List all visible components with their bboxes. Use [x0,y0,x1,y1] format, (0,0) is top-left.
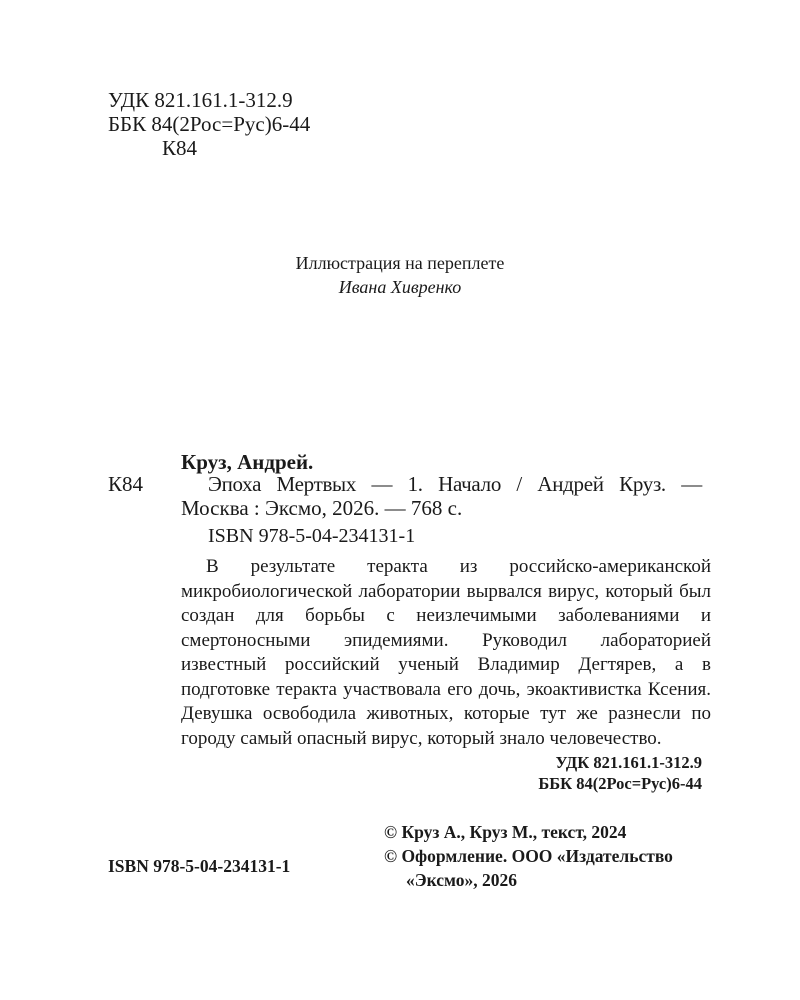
author-heading: Круз, Андрей. [181,450,314,474]
illustration-label: Иллюстрация на переплете [295,253,505,273]
annotation [181,555,711,751]
bbk-code-bottom: ББК 84(2Рос=Рус)6-44 [538,774,702,793]
isbn-bottom: ISBN 978-5-04-234131-1 [108,856,291,876]
bibliographic-title-line: Эпоха Мертвых — 1. Начало / Андрей Круз. — [208,472,702,496]
copyright-publisher: «Эксмо», 2026 [406,870,517,890]
illustrator-name: Ивана Хивренко [338,277,462,297]
classification-block-top [108,88,310,160]
bibliographic-isbn: ISBN 978-5-04-234131-1 [208,525,416,547]
copyright-block [384,820,673,892]
bbk-code: ББК 84(2Рос=Рус)6-44 [108,112,311,136]
udk-code: УДК 821.161.1-312.9 [108,88,293,112]
classification-block-bottom [538,752,702,794]
copyright-text: © Круз А., Круз М., текст, 2024 [384,822,627,842]
annotation-text: В результате теракта из российско-американской микробиологической лаборатории вырвался вирус, который был создан для борьбы с неизлечимыми заболеваниями и смертоносными эпидемиями. Руководил лабораторией известный российский ученый Владимир Дегтярев, а в подготовке теракта участвовала его дочь, экоактивистка Ксения. Девушка освободила животных, которые тут же разнесли по городу самый опасный вирус, который знало человечество. [181,556,711,749]
illustration-credit [0,251,800,299]
udk-code-bottom: УДК 821.161.1-312.9 [555,753,702,772]
bibliographic-imprint-line: Москва : Эксмо, 2026. — 768 с. [181,496,463,520]
author-mark: К84 [162,136,198,160]
bibliographic-mark: К84 [108,472,144,496]
copyright-design: © Оформление. ООО «Издательство [384,846,673,866]
